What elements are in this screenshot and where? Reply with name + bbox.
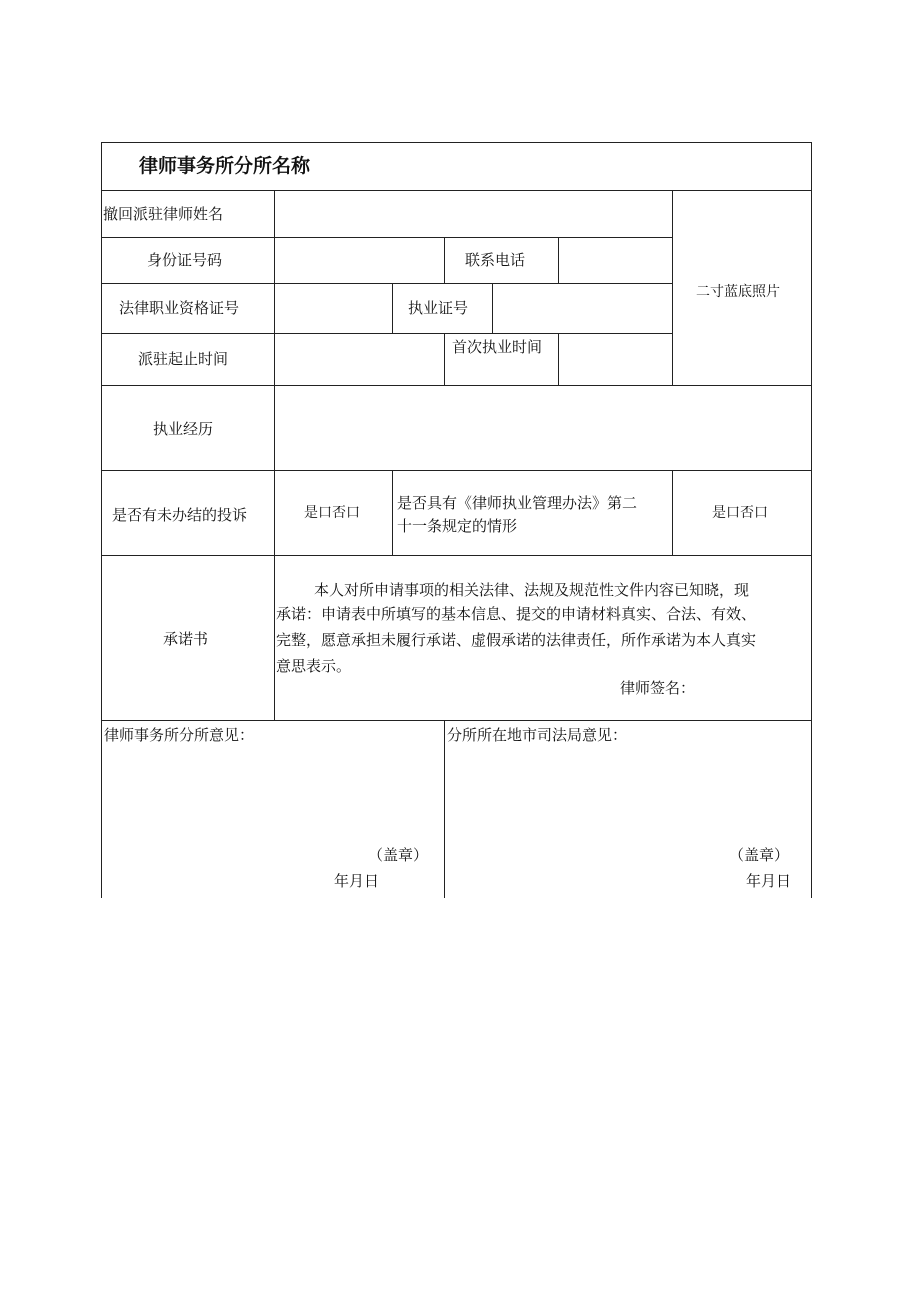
col-line bbox=[392, 283, 393, 333]
col-line bbox=[558, 237, 559, 283]
col-line bbox=[672, 190, 673, 385]
article21-question-line1: 是否具有《律师执业管理办法》第二 bbox=[397, 494, 638, 512]
experience-field[interactable] bbox=[276, 387, 810, 469]
commitment-label: 承诺书 bbox=[163, 630, 209, 648]
photo-placeholder-label: 二寸蓝底照片 bbox=[696, 284, 780, 300]
row-line bbox=[101, 190, 812, 191]
row-line bbox=[101, 237, 672, 238]
row-line bbox=[101, 385, 812, 386]
id-number-field[interactable] bbox=[276, 239, 443, 282]
first-practice-time-label: 首次执业时间 bbox=[452, 338, 543, 356]
firm-seal-label: （盖章） bbox=[368, 846, 429, 864]
row-line bbox=[101, 555, 812, 556]
bureau-date-label: 年月日 bbox=[746, 872, 792, 890]
first-practice-time-field[interactable] bbox=[560, 335, 671, 384]
practice-cert-field[interactable] bbox=[494, 285, 671, 332]
border-left bbox=[101, 142, 102, 898]
row-line bbox=[101, 283, 672, 284]
experience-label: 执业经历 bbox=[153, 420, 214, 438]
commitment-text-line4: 意思表示。 bbox=[276, 657, 352, 675]
article21-yes-no-checkbox[interactable]: 是口否口 bbox=[712, 505, 768, 521]
qualification-cert-field[interactable] bbox=[276, 285, 391, 332]
complaint-yes-no-checkbox[interactable]: 是口否口 bbox=[304, 505, 360, 521]
bureau-opinion-label: 分所所在地市司法局意见： bbox=[447, 726, 628, 744]
lawyer-name-field[interactable] bbox=[276, 192, 671, 236]
border-top bbox=[101, 142, 812, 143]
col-line bbox=[558, 333, 559, 385]
lawyer-signature-label: 律师签名： bbox=[620, 679, 696, 697]
col-line bbox=[492, 283, 493, 333]
commitment-text-line2: 承诺：申请表中所填写的基本信息、提交的申请材料真实、合法、有效、 bbox=[276, 605, 757, 623]
col-line bbox=[444, 237, 445, 283]
commitment-text-line3: 完整，愿意承担未履行承诺、虚假承诺的法律责任，所作承诺为本人真实 bbox=[276, 631, 757, 649]
phone-field[interactable] bbox=[560, 239, 671, 282]
firm-opinion-field[interactable] bbox=[103, 748, 442, 838]
col-line bbox=[392, 470, 393, 555]
row-line bbox=[101, 333, 672, 334]
id-number-label: 身份证号码 bbox=[147, 251, 223, 269]
firm-date-label: 年月日 bbox=[334, 872, 380, 890]
col-line bbox=[444, 720, 445, 898]
row-line bbox=[101, 470, 812, 471]
form-title: 律师事务所分所名称 bbox=[139, 155, 311, 177]
photo-area[interactable] bbox=[674, 192, 810, 384]
col-line bbox=[274, 190, 275, 720]
col-line bbox=[672, 470, 673, 555]
commitment-text-line1: 本人对所申请事项的相关法律、法规及规范性文件内容已知晓，现 bbox=[314, 581, 750, 599]
dispatch-period-label: 派驻起止时间 bbox=[138, 350, 229, 368]
row-line bbox=[101, 720, 812, 721]
practice-cert-label: 执业证号 bbox=[408, 299, 469, 317]
bureau-seal-label: （盖章） bbox=[729, 846, 790, 864]
bureau-opinion-field[interactable] bbox=[446, 748, 810, 838]
complaint-label: 是否有未办结的投诉 bbox=[112, 506, 248, 524]
article21-question-line2: 十一条规定的情形 bbox=[397, 517, 518, 535]
lawyer-signature-field[interactable] bbox=[700, 672, 808, 704]
qualification-cert-label: 法律职业资格证号 bbox=[119, 299, 240, 317]
phone-label: 联系电话 bbox=[465, 251, 526, 269]
dispatch-period-field[interactable] bbox=[276, 335, 443, 384]
col-line bbox=[444, 333, 445, 385]
border-right bbox=[811, 142, 812, 898]
lawyer-name-label: 撤回派驻律师姓名 bbox=[103, 205, 224, 223]
firm-opinion-label: 律师事务所分所意见： bbox=[104, 726, 255, 744]
